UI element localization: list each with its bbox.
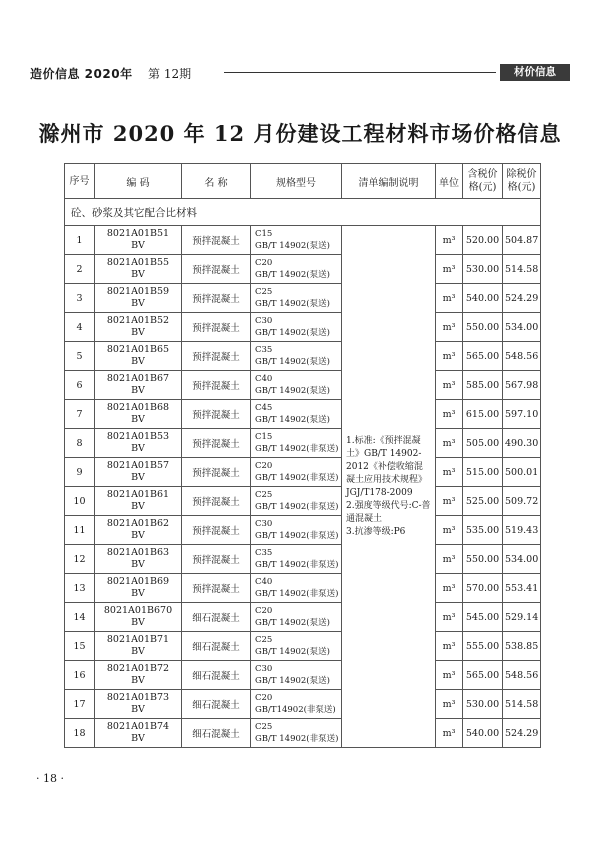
header-rule bbox=[224, 72, 496, 73]
row-price-notax: 548.56 bbox=[503, 661, 541, 690]
section-title: 砼、砂浆及其它配合比材料 bbox=[65, 199, 541, 226]
row-seq: 8 bbox=[65, 429, 95, 458]
row-price-tax: 585.00 bbox=[463, 371, 503, 400]
row-price-notax: 524.29 bbox=[503, 284, 541, 313]
row-unit: m³ bbox=[436, 226, 463, 255]
publication-name: 造价信息 2020年 bbox=[30, 67, 133, 81]
row-name: 预拌混凝土 bbox=[182, 516, 251, 545]
row-spec: C25 GB/T 14902(非泵送) bbox=[251, 487, 342, 516]
row-price-tax: 525.00 bbox=[463, 487, 503, 516]
table-row bbox=[65, 690, 541, 719]
row-price-tax: 540.00 bbox=[463, 284, 503, 313]
row-code: 8021A01B72 BV bbox=[95, 661, 182, 690]
row-name: 预拌混凝土 bbox=[182, 313, 251, 342]
row-seq: 9 bbox=[65, 458, 95, 487]
row-unit: m³ bbox=[436, 371, 463, 400]
row-spec: C25 GB/T 14902(泵送) bbox=[251, 284, 342, 313]
row-code: 8021A01B71 BV bbox=[95, 632, 182, 661]
page-number: · 18 · bbox=[36, 772, 64, 785]
row-name: 预拌混凝土 bbox=[182, 255, 251, 284]
row-spec: C30 GB/T 14902(非泵送) bbox=[251, 516, 342, 545]
row-seq: 4 bbox=[65, 313, 95, 342]
row-seq: 2 bbox=[65, 255, 95, 284]
col-header-note: 清单编制说明 bbox=[342, 164, 436, 199]
table-row bbox=[65, 255, 541, 284]
row-spec: C25 GB/T 14902(泵送) bbox=[251, 632, 342, 661]
row-spec: C30 GB/T 14902(泵送) bbox=[251, 661, 342, 690]
row-code: 8021A01B63 BV bbox=[95, 545, 182, 574]
price-table bbox=[64, 163, 541, 748]
row-spec: C35 GB/T 14902(泵送) bbox=[251, 342, 342, 371]
row-code: 8021A01B51 BV bbox=[95, 226, 182, 255]
row-name: 细石混凝土 bbox=[182, 719, 251, 748]
section-badge: 材价信息 bbox=[500, 64, 570, 81]
row-unit: m³ bbox=[436, 458, 463, 487]
row-seq: 3 bbox=[65, 284, 95, 313]
col-header-code: 编 码 bbox=[95, 164, 182, 199]
row-name: 预拌混凝土 bbox=[182, 400, 251, 429]
row-price-notax: 597.10 bbox=[503, 400, 541, 429]
row-name: 预拌混凝土 bbox=[182, 458, 251, 487]
row-price-tax: 520.00 bbox=[463, 226, 503, 255]
col-header-price-notax: 除税价格(元) bbox=[503, 164, 541, 199]
row-name: 预拌混凝土 bbox=[182, 487, 251, 516]
row-price-notax: 504.87 bbox=[503, 226, 541, 255]
row-spec: C25 GB/T 14902(非泵送) bbox=[251, 719, 342, 748]
row-unit: m³ bbox=[436, 400, 463, 429]
row-unit: m³ bbox=[436, 661, 463, 690]
row-spec: C15 GB/T 14902(非泵送) bbox=[251, 429, 342, 458]
row-price-notax: 548.56 bbox=[503, 342, 541, 371]
row-spec: C15 GB/T 14902(泵送) bbox=[251, 226, 342, 255]
row-seq: 11 bbox=[65, 516, 95, 545]
table-row bbox=[65, 429, 541, 458]
row-code: 8021A01B57 BV bbox=[95, 458, 182, 487]
table-header-row bbox=[65, 164, 541, 199]
row-unit: m³ bbox=[436, 342, 463, 371]
row-price-notax: 553.41 bbox=[503, 574, 541, 603]
row-spec: C30 GB/T 14902(泵送) bbox=[251, 313, 342, 342]
row-seq: 1 bbox=[65, 226, 95, 255]
row-unit: m³ bbox=[436, 603, 463, 632]
row-code: 8021A01B74 BV bbox=[95, 719, 182, 748]
row-price-tax: 565.00 bbox=[463, 342, 503, 371]
row-name: 细石混凝土 bbox=[182, 690, 251, 719]
section-row bbox=[65, 199, 541, 226]
row-unit: m³ bbox=[436, 516, 463, 545]
row-price-notax: 514.58 bbox=[503, 255, 541, 284]
row-unit: m³ bbox=[436, 690, 463, 719]
table-row bbox=[65, 371, 541, 400]
row-code: 8021A01B65 BV bbox=[95, 342, 182, 371]
row-price-notax: 519.43 bbox=[503, 516, 541, 545]
row-price-notax: 500.01 bbox=[503, 458, 541, 487]
row-price-tax: 530.00 bbox=[463, 690, 503, 719]
row-seq: 14 bbox=[65, 603, 95, 632]
row-seq: 15 bbox=[65, 632, 95, 661]
row-name: 预拌混凝土 bbox=[182, 574, 251, 603]
row-unit: m³ bbox=[436, 313, 463, 342]
table-row bbox=[65, 661, 541, 690]
row-code: 8021A01B55 BV bbox=[95, 255, 182, 284]
row-unit: m³ bbox=[436, 574, 463, 603]
row-seq: 10 bbox=[65, 487, 95, 516]
row-code: 8021A01B53 BV bbox=[95, 429, 182, 458]
row-name: 细石混凝土 bbox=[182, 632, 251, 661]
table-row bbox=[65, 226, 541, 255]
table-row bbox=[65, 545, 541, 574]
issue-number: 第 12期 bbox=[148, 67, 192, 81]
table-row bbox=[65, 516, 541, 545]
row-seq: 13 bbox=[65, 574, 95, 603]
row-name: 预拌混凝土 bbox=[182, 226, 251, 255]
row-code: 8021A01B69 BV bbox=[95, 574, 182, 603]
row-price-tax: 550.00 bbox=[463, 545, 503, 574]
row-code: 8021A01B61 BV bbox=[95, 487, 182, 516]
row-spec: C40 GB/T 14902(泵送) bbox=[251, 371, 342, 400]
row-spec: C20 GB/T 14902(泵送) bbox=[251, 255, 342, 284]
row-seq: 7 bbox=[65, 400, 95, 429]
row-note: 1.标准:《预拌混凝土》GB/T 14902-2012《补偿收缩混凝土应用技术规程》JGJ/T178-2009 2.强度等级代号:C-普通混凝土 3.抗渗等级:P6 bbox=[342, 226, 436, 748]
running-header bbox=[30, 64, 570, 82]
row-seq: 6 bbox=[65, 371, 95, 400]
row-price-notax: 509.72 bbox=[503, 487, 541, 516]
row-name: 预拌混凝土 bbox=[182, 284, 251, 313]
table-row bbox=[65, 574, 541, 603]
row-code: 8021A01B52 BV bbox=[95, 313, 182, 342]
row-price-tax: 540.00 bbox=[463, 719, 503, 748]
row-name: 预拌混凝土 bbox=[182, 545, 251, 574]
row-name: 预拌混凝土 bbox=[182, 371, 251, 400]
row-spec: C20 GB/T 14902(非泵送) bbox=[251, 458, 342, 487]
row-price-tax: 570.00 bbox=[463, 574, 503, 603]
row-price-tax: 615.00 bbox=[463, 400, 503, 429]
row-price-tax: 530.00 bbox=[463, 255, 503, 284]
row-seq: 5 bbox=[65, 342, 95, 371]
row-code: 8021A01B59 BV bbox=[95, 284, 182, 313]
row-spec: C45 GB/T 14902(泵送) bbox=[251, 400, 342, 429]
row-price-notax: 534.00 bbox=[503, 313, 541, 342]
col-header-seq: 序号 bbox=[65, 164, 95, 199]
table-row bbox=[65, 603, 541, 632]
row-unit: m³ bbox=[436, 545, 463, 574]
table-row bbox=[65, 719, 541, 748]
row-price-tax: 545.00 bbox=[463, 603, 503, 632]
row-spec: C35 GB/T 14902(非泵送) bbox=[251, 545, 342, 574]
row-seq: 17 bbox=[65, 690, 95, 719]
table-row bbox=[65, 400, 541, 429]
row-name: 预拌混凝土 bbox=[182, 429, 251, 458]
row-code: 8021A01B62 BV bbox=[95, 516, 182, 545]
row-seq: 12 bbox=[65, 545, 95, 574]
col-header-spec: 规格型号 bbox=[251, 164, 342, 199]
row-seq: 18 bbox=[65, 719, 95, 748]
row-spec: C40 GB/T 14902(非泵送) bbox=[251, 574, 342, 603]
row-spec: C20 GB/T14902(非泵送) bbox=[251, 690, 342, 719]
row-price-notax: 514.58 bbox=[503, 690, 541, 719]
row-price-notax: 529.14 bbox=[503, 603, 541, 632]
table-row bbox=[65, 284, 541, 313]
row-seq: 16 bbox=[65, 661, 95, 690]
row-price-tax: 535.00 bbox=[463, 516, 503, 545]
row-price-notax: 534.00 bbox=[503, 545, 541, 574]
row-code: 8021A01B68 BV bbox=[95, 400, 182, 429]
row-spec: C20 GB/T 14902(泵送) bbox=[251, 603, 342, 632]
row-unit: m³ bbox=[436, 487, 463, 516]
row-price-tax: 505.00 bbox=[463, 429, 503, 458]
row-code: 8021A01B67 BV bbox=[95, 371, 182, 400]
col-header-price-tax: 含税价格(元) bbox=[463, 164, 503, 199]
col-header-name: 名 称 bbox=[182, 164, 251, 199]
row-unit: m³ bbox=[436, 284, 463, 313]
row-name: 细石混凝土 bbox=[182, 603, 251, 632]
row-unit: m³ bbox=[436, 429, 463, 458]
row-name: 预拌混凝土 bbox=[182, 342, 251, 371]
row-price-notax: 524.29 bbox=[503, 719, 541, 748]
row-unit: m³ bbox=[436, 719, 463, 748]
row-code: 8021A01B73 BV bbox=[95, 690, 182, 719]
table-row bbox=[65, 632, 541, 661]
row-price-notax: 567.98 bbox=[503, 371, 541, 400]
col-header-unit: 单位 bbox=[436, 164, 463, 199]
table-row bbox=[65, 487, 541, 516]
table-row bbox=[65, 313, 541, 342]
row-name: 细石混凝土 bbox=[182, 661, 251, 690]
table-row bbox=[65, 342, 541, 371]
row-unit: m³ bbox=[436, 255, 463, 284]
page-title: 滁州市 2020 年 12 月份建设工程材料市场价格信息 bbox=[38, 121, 562, 146]
table-row bbox=[65, 458, 541, 487]
row-price-notax: 538.85 bbox=[503, 632, 541, 661]
row-price-tax: 515.00 bbox=[463, 458, 503, 487]
row-code: 8021A01B670 BV bbox=[95, 603, 182, 632]
row-price-tax: 565.00 bbox=[463, 661, 503, 690]
row-price-notax: 490.30 bbox=[503, 429, 541, 458]
row-price-tax: 550.00 bbox=[463, 313, 503, 342]
row-price-tax: 555.00 bbox=[463, 632, 503, 661]
row-unit: m³ bbox=[436, 632, 463, 661]
